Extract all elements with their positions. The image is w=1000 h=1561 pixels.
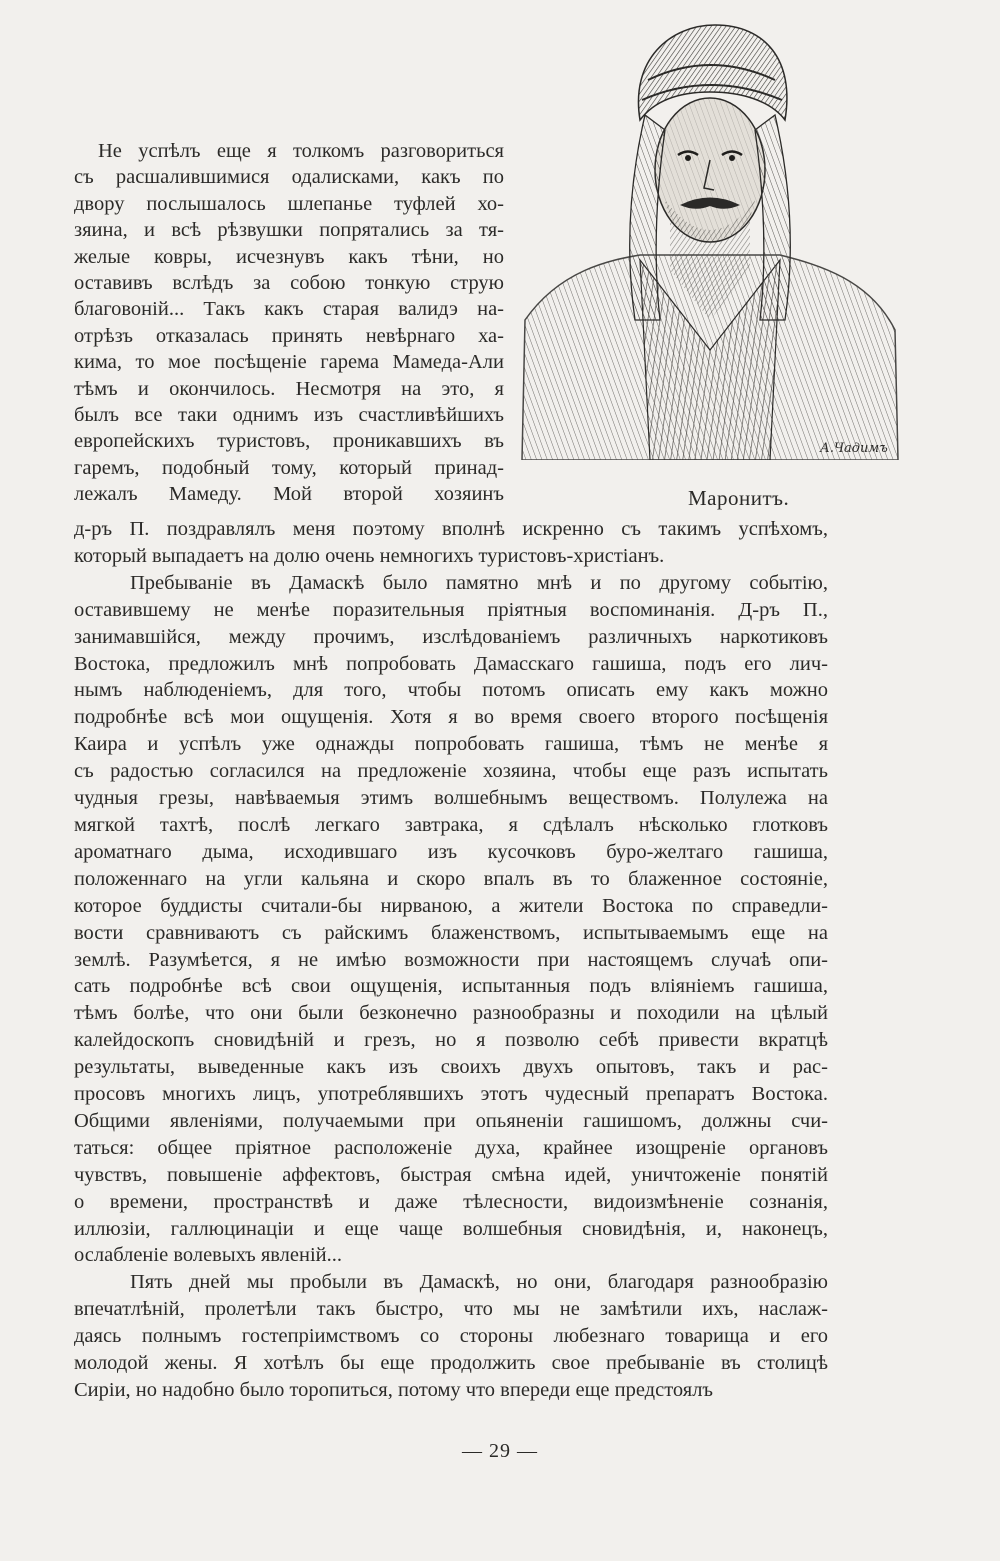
text-line: Не успѣлъ еще я толкомъ разговориться bbox=[98, 140, 504, 162]
text-line: двору послышалось шлепанье туфлей хо- bbox=[74, 192, 504, 215]
text-line: оставивъ вслѣдъ за собою тонкую струю bbox=[74, 272, 504, 295]
text-line: сать подробнѣе всѣ свои ощущенія, испытанныя подъ вліяніемъ гашиша, bbox=[74, 975, 828, 998]
text-line: европейскихъ туристовъ, проникавшихъ въ bbox=[74, 430, 504, 453]
text-line: калейдоскопъ сновидѣній и грезъ, но я позволю себѣ привести вкратцѣ bbox=[74, 1029, 828, 1052]
text-line: даясь полнымъ гостепріимствомъ со стороны любезнаго товарища и его bbox=[74, 1325, 828, 1348]
text-line: занимавшійся, между прочимъ, изслѣдованіемъ различныхъ наркотиковъ bbox=[74, 625, 828, 648]
text-line: благовоній... Такъ какъ старая валидэ на- bbox=[74, 298, 504, 321]
text-line: Общими явленіями, получаемыми при опьяненіи гашишомъ, должны счи- bbox=[74, 1109, 828, 1132]
text-line: желые ковры, исчезнувъ какъ тѣни, но bbox=[74, 245, 504, 268]
text-line: землѣ. Разумѣется, я не имѣю возможности при настоящемъ случаѣ опи- bbox=[74, 948, 828, 971]
maronite-portrait-engraving bbox=[520, 20, 900, 460]
text-line: которое буддисты считали-бы нирваною, а жители Востока по справедли- bbox=[74, 894, 828, 917]
text-line: результаты, выведенные какъ изъ своихъ двухъ опытовъ, такъ и рас- bbox=[74, 1056, 828, 1079]
text-line: подробнѣе всѣ мои ощущенія. Хотя я во время своего второго посѣщенія bbox=[74, 706, 828, 729]
text-line: ослабленіе волевыхъ явленій... bbox=[74, 1244, 343, 1267]
maronite-portrait-figure bbox=[520, 20, 900, 510]
text-line: лежалъ Мамеду. Мой второй хозяинъ bbox=[74, 483, 504, 506]
text-line: нымъ наблюденіемъ, для того, чтобы потомъ описать ему какъ можно bbox=[74, 679, 828, 702]
text-line: былъ все таки однимъ изъ счастливѣйшихъ bbox=[74, 404, 504, 427]
text-line: д-ръ П. поздравлялъ меня поэтому вполнѣ искренно съ такимъ успѣхомъ, bbox=[74, 518, 828, 540]
text-line: чувствъ, повышеніе аффектовъ, быстрая смѣна идей, уничтоженіе понятій bbox=[74, 1163, 828, 1186]
text-line: вости сравниваютъ съ райскимъ блаженствомъ, испытываемымъ еще на bbox=[74, 921, 828, 944]
text-line: который выпадаетъ на долю очень немногихъ туристовъ-христіанъ. bbox=[74, 544, 665, 567]
text-line: съ радостью согласился на предложеніе хозяина, чтобы еще разъ испытать bbox=[74, 760, 828, 783]
text-beside-figure bbox=[74, 138, 504, 508]
text-line: зяина, и всѣ рѣзвушки попрятались за тя- bbox=[74, 219, 504, 242]
text-line: Пять дней мы пробыли въ Дамаскѣ, но они, благодаря разнообразію bbox=[130, 1271, 828, 1294]
text-line: отрѣзъ отказалась принять невѣрнаго ха- bbox=[74, 324, 504, 347]
text-line: ароматнаго дыма, исходившаго изъ кусочковъ буро-желтаго гашиша, bbox=[74, 840, 828, 863]
text-line: съ расшалившимися одалисками, какъ по bbox=[74, 166, 504, 189]
text-line: гаремъ, подобный тому, который принад- bbox=[74, 456, 504, 479]
text-line: просовъ многихъ лицъ, употреблявшихъ этотъ чудесный препаратъ Востока. bbox=[74, 1083, 828, 1106]
text-line: Сиріи, но надобно было торопиться, потому что впереди еще предстоялъ bbox=[74, 1379, 714, 1401]
text-line: тѣмъ болѣе, что они были безконечно разнообразны и походили на цѣлый bbox=[74, 1002, 828, 1025]
text-line: молодой жены. Я хотѣлъ бы еще продолжить свое пребываніе въ столицѣ bbox=[74, 1352, 828, 1375]
text-line: о времени, пространствѣ и даже тѣлесности, видоизмѣненіе сознанія, bbox=[74, 1190, 828, 1213]
text-line: Каира и успѣлъ уже однажды попробовать гашиша, тѣмъ не менѣе я bbox=[74, 733, 828, 756]
text-line: таться: общее пріятное расположеніе духа, крайнее изощреніе органовъ bbox=[74, 1136, 828, 1159]
text-line: положеннаго на угли кальяна и скоро впалъ въ то блаженное состояніе, bbox=[74, 867, 828, 890]
text-line: иллюзіи, галлюцинаціи и еще чаще волшебныя сновидѣнія, и, наконецъ, bbox=[74, 1217, 828, 1240]
text-line: Пребываніе въ Дамаскѣ было памятно мнѣ и по другому событію, bbox=[130, 571, 828, 594]
text-line: Востока, предложилъ мнѣ попробовать Дамасскаго гашиша, подъ его лич- bbox=[74, 652, 828, 675]
text-line: впечатлѣній, пролетѣли такъ быстро, что мы не замѣтили ихъ, наслаж- bbox=[74, 1298, 828, 1321]
text-line: тѣмъ и окончилось. Несмотря на это, я bbox=[74, 377, 504, 400]
artist-signature: А.Чадимъ bbox=[820, 441, 888, 456]
text-line: мягкой тахтѣ, послѣ легкаго завтрака, я сдѣлалъ нѣсколько глотковъ bbox=[74, 813, 828, 836]
text-line: чудныя грезы, навѣваемыя этимъ волшебнымъ веществомъ. Полулежа на bbox=[74, 787, 828, 810]
main-text-body bbox=[74, 516, 828, 1404]
figure-caption: Маронитъ. bbox=[688, 486, 790, 510]
page-number: — 29 — bbox=[462, 1440, 538, 1462]
text-line: оставившему не менѣе поразительныя пріятныя воспоминанія. Д-ръ П., bbox=[74, 598, 828, 621]
text-line: кима, то мое посѣщеніе гарема Мамеда-Али bbox=[74, 351, 504, 374]
